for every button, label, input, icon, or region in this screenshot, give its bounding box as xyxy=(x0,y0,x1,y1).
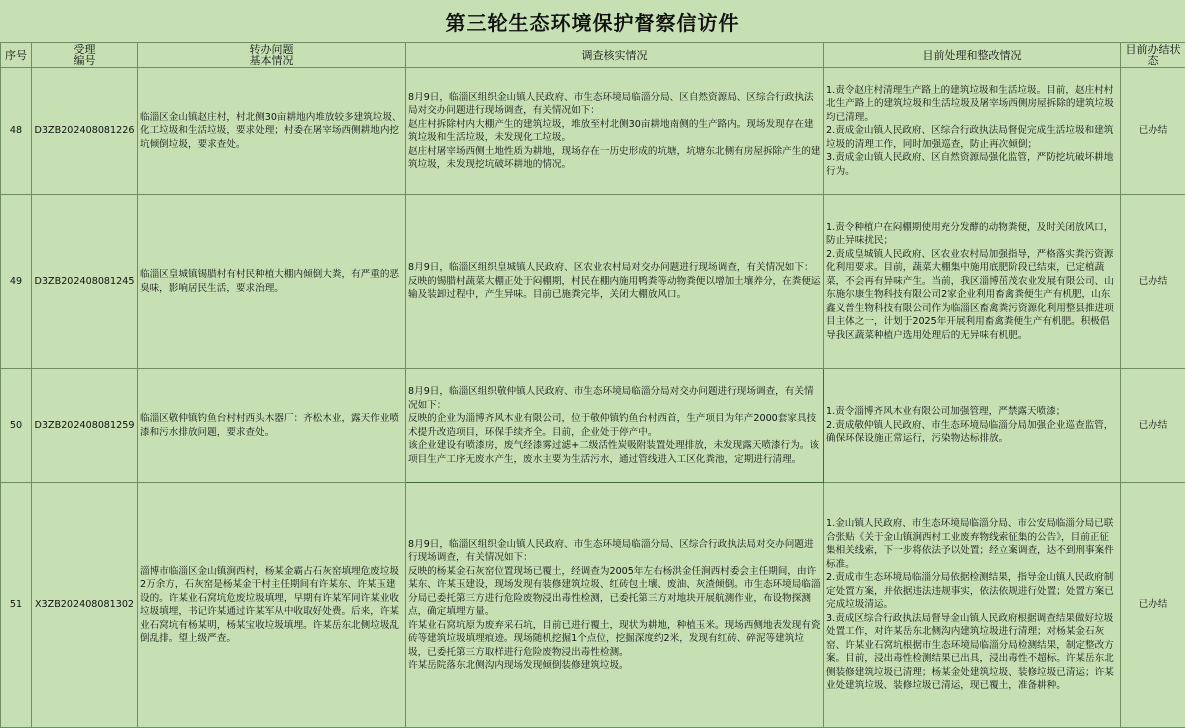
row-investigation: 8月9日，临淄区组织金山镇人民政府、市生态环境局临淄分局、区综合行政执法局对交办问题进行现场调查，有关情况如下： 反映的杨某金石灰窑位置现场已覆土，经调查为2005年左右杨洪金任涧西村委会主任期间，由许某东、许某玉建设，现场发现有装修建筑垃圾、红砖包土壤、废油、灰渣倾倒。市生态环境局临淄分局已委托第三方进行危险废物浸出毒性检测，已委托第三方对地块开展航测作业，布设物探测点，确定填埋方量。 许某业石窝坑原为废弃采石坑，目前已进行覆土，现状为耕地，种植玉米。现场西侧地表发现有瓷砖等建筑垃圾填埋痕迹。现场随机挖掘1个点位，挖掘深度约2米，发现有红砖、碎泥等建筑垃圾，已委托第三方取样进行危险废物浸出毒性检测。 许某岳院落东北侧沟内现场发现倾倒装修建筑垃圾。 xyxy=(406,483,824,728)
header-row xyxy=(1,43,1185,68)
row-seq: 50 xyxy=(1,369,32,483)
header-investigation: 调查核实情况 xyxy=(406,43,824,68)
header-status: 目前办结状 态 xyxy=(1121,43,1185,68)
row-code: D3ZB202408081245 xyxy=(32,195,138,369)
petition-table xyxy=(0,42,1185,728)
header-issue: 转办问题 基本情况 xyxy=(138,43,406,68)
row-status: 已办结 xyxy=(1121,195,1185,369)
row-status: 已办结 xyxy=(1121,68,1185,195)
row-handling: 1.责令淄博齐风木业有限公司加强管理，严禁露天喷漆； 2.责成敬仲镇人民政府、市生态环境局临淄分局加强企业巡查监管，确保环保设施正常运行，污染物达标排放。 xyxy=(824,369,1121,483)
table-row xyxy=(1,68,1185,195)
row-handling: 1.金山镇人民政府、市生态环境局临淄分局、市公安局临淄分局已联合张贴《关于金山镇涧西村工业废弃物线索征集的公告》，目前正征集相关线索，下一步将依法予以处置；经立案调查，达不到刑事案件标准。 2.责成市生态环境局临淄分局依据检测结果，指导金山镇人民政府制定处置方案，并依据违法违规事实，依法依规进行处置；处置方案已完成垃圾清运。 3.责成区综合行政执法局督导金山镇人民政府根据调查结果做好垃圾处置工作，对许某岳东北侧沟内建筑垃圾进行清理；对杨某金石灰窑、许某业石窝坑根据市生态环境局临淄分局检测结果，制定整改方案。目前，浸出毒性检测结果已出具，浸出毒性不超标。许某岳东北侧装修建筑垃圾已清理；杨某金处建筑垃圾、装修垃圾已清运；许某业处建筑垃圾、装修垃圾已清运，现已覆土，准备耕种。 xyxy=(824,483,1121,728)
header-seq: 序号 xyxy=(1,43,32,68)
row-seq: 51 xyxy=(1,483,32,728)
row-issue: 临淄区敬仲镇钓鱼台村村西头木器厂：齐松木业，露天作业喷漆和污水排放问题，要求查处。 xyxy=(138,369,406,483)
row-issue: 淄博市临淄区金山镇涧西村，杨某金霸占石灰窑填埋危废垃圾2万余方，石灰窑是杨某金干村主任期间有许某东、许某玉建设的。许某业石窝坑危废垃圾填埋，早期有许某军同许某业收垃圾填埋，书记许某通过许某军从中收取好处费。后来，许某业石窝坑有杨某明，杨某宝收垃圾填埋。许某岳东北侧垃圾乱倒乱排。望上级严查。 xyxy=(138,483,406,728)
row-issue: 临淄区金山镇赵庄村，村北侧30亩耕地内堆放较多建筑垃圾、化工垃圾和生活垃圾，要求处理；村委在屠宰场西侧耕地内挖坑倾倒垃圾，要求查处。 xyxy=(138,68,406,195)
row-status: 已办结 xyxy=(1121,369,1185,483)
row-handling: 1.责令赵庄村清理生产路上的建筑垃圾和生活垃圾。目前，赵庄村村北生产路上的建筑垃圾和生活垃圾及屠宰场西侧房屋拆除的建筑垃圾均已清理。 2.责成金山镇人民政府、区综合行政执法局督促完成生活垃圾和建筑垃圾的清理工作，同时加强巡查，防止再次倾倒； 3.责成金山镇人民政府、区自然资源局强化监管，严防挖坑破坏耕地行为。 xyxy=(824,68,1121,195)
row-investigation: 8月9日，临淄区组织敬仲镇人民政府、市生态环境局临淄分局对交办问题进行现场调查，有关情况如下： 反映的企业为淄博齐风木业有限公司，位于敬仲镇钓鱼台村西首，生产项目为年产2000套家具技术提升改造项目，环保手续齐全。目前，企业处于停产中。 该企业建设有喷漆房，废气经漆雾过滤+二级活性炭吸附装置处理排放，未发现露天喷漆行为。该项目生产工序无废水产生，废水主要为生活污水，通过管线进入工区化粪池，定期进行清理。 xyxy=(406,369,824,483)
sheet-title: 第三轮生态环境保护督察信访件 xyxy=(0,0,1185,43)
row-status: 已办结 xyxy=(1121,483,1185,728)
row-code: X3ZB202408081302 xyxy=(32,483,138,728)
row-handling: 1.责令种植户在闷棚期使用充分发酵的动物粪便，及时关闭放风口，防止异味扰民； 2.责成皇城镇人民政府、区农业农村局加强指导，严格落实粪污资源化利用要求。目前，蔬菜大棚集中施用底肥阶段已结束，已定植蔬菜，不会再有异味产生。当前，我区淄博茁茂农业发展有限公司、山东施尔康生物科技有限公司2家企业利用畜禽粪便生产有机肥，山东鑫义普生物科技有限公司作为临淄区畜禽粪污资源化利用整县推进项目主体之一，计划于2025年开展利用畜禽粪便生产有机肥。积极倡导我区蔬菜种植户选用处理后的无异味有机肥。 xyxy=(824,195,1121,369)
row-seq: 49 xyxy=(1,195,32,369)
row-investigation: 8月9日，临淄区组织皇城镇人民政府、区农业农村局对交办问题进行现场调查，有关情况如下： 反映的锡腊村蔬菜大棚正处于闷棚期，村民在棚内施用鸭粪等动物粪便以增加土壤养分，在粪便运输及装卸过程中，产生异味。目前已施粪完毕，关闭大棚放风口。 xyxy=(406,195,824,369)
row-seq: 48 xyxy=(1,68,32,195)
row-code: D3ZB202408081259 xyxy=(32,369,138,483)
row-issue: 临淄区皇城镇锡腊村有村民种植大棚内倾倒大粪，有严重的恶臭味，影响居民生活，要求治理。 xyxy=(138,195,406,369)
row-investigation: 8月9日，临淄区组织金山镇人民政府、市生态环境局临淄分局、区自然资源局、区综合行政执法局对交办问题进行现场调查，有关情况如下： 赵庄村拆除村内大棚产生的建筑垃圾，堆放至村北侧30亩耕地南侧的生产路内。现场发现存在建筑垃圾和生活垃圾，未发现化工垃圾。 赵庄村屠宰场西侧土地性质为耕地，现场存在一历史形成的坑塘，坑塘东北侧有房屋拆除产生的建筑垃圾，未发现挖坑破坏耕地的情况。 xyxy=(406,68,824,195)
table-row xyxy=(1,195,1185,369)
table-row xyxy=(1,369,1185,483)
header-code: 受理 编号 xyxy=(32,43,138,68)
row-code: D3ZB202408081226 xyxy=(32,68,138,195)
header-handling: 目前处理和整改情况 xyxy=(824,43,1121,68)
table-row xyxy=(1,483,1185,728)
